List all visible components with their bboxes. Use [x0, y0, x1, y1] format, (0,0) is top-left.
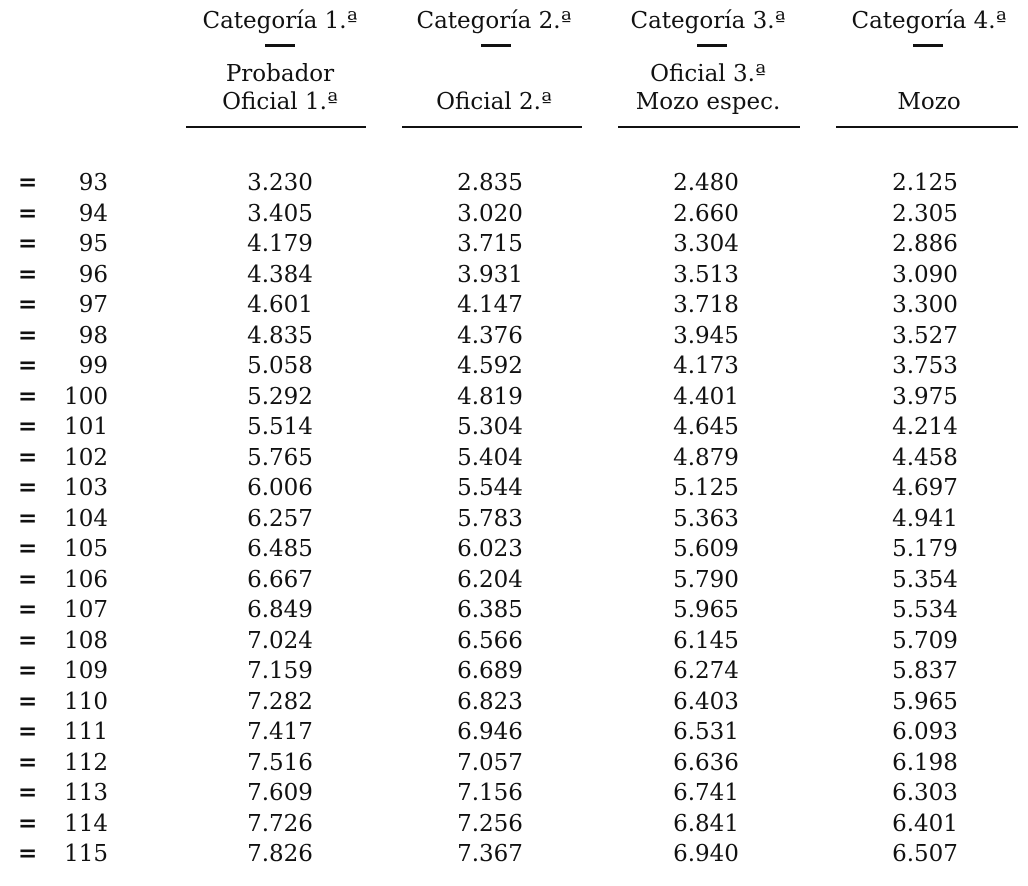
cell-category-4: 5.179 — [892, 536, 958, 562]
cell-category-2: 6.204 — [457, 566, 523, 593]
cell-category-4: 5.965 — [892, 688, 958, 715]
header-category-3: Categoría 3.ª — [630, 8, 786, 34]
cell-category-1: 7.826 — [247, 841, 313, 867]
cell-category-1: 7.417 — [247, 719, 313, 745]
cell-category-4: 4.941 — [892, 505, 958, 532]
header-category-1: Categoría 1.ª — [202, 8, 358, 34]
table-row — [0, 778, 1028, 809]
cell-category-1: 4.601 — [247, 292, 313, 318]
header-subtitle-4 — [836, 60, 1022, 116]
cell-category-3: 2.480 — [673, 170, 739, 196]
row-prefix: = — [18, 779, 38, 806]
row-prefix: = — [18, 535, 38, 562]
cell-category-1: 5.765 — [247, 444, 313, 471]
cell-category-1: 3.230 — [247, 170, 313, 196]
cell-category-1: 4.835 — [247, 322, 313, 349]
cell-category-2: 4.147 — [457, 292, 523, 318]
row-prefix: = — [18, 840, 38, 867]
header-dash-4 — [913, 44, 943, 47]
cell-category-1: 7.516 — [247, 749, 313, 776]
row-prefix: = — [18, 718, 38, 745]
row-index: 113 — [64, 780, 108, 806]
cell-category-4: 3.527 — [892, 322, 958, 349]
table-row — [0, 809, 1028, 840]
cell-category-3: 3.718 — [673, 292, 739, 318]
cell-category-3: 6.274 — [673, 658, 739, 684]
cell-category-2: 3.931 — [457, 261, 523, 288]
row-index: 102 — [64, 444, 108, 471]
row-prefix: = — [18, 321, 38, 349]
table-row — [0, 351, 1028, 382]
cell-category-1: 7.024 — [247, 627, 313, 654]
cell-category-1: 6.485 — [247, 536, 313, 562]
row-index: 98 — [78, 322, 108, 349]
table-row — [0, 626, 1028, 657]
header-subtitle-4-line-2: Mozo — [897, 89, 961, 115]
row-index: 99 — [78, 353, 108, 379]
cell-category-3: 3.945 — [673, 322, 739, 349]
row-index: 109 — [64, 658, 108, 684]
table-row — [0, 839, 1028, 870]
row-prefix: = — [18, 382, 38, 410]
cell-category-3: 6.145 — [673, 627, 739, 654]
header-subtitle-1 — [190, 60, 370, 116]
row-index: 107 — [64, 597, 108, 623]
cell-category-2: 7.256 — [457, 810, 523, 837]
cell-category-2: 3.020 — [457, 200, 523, 227]
header-rule-2 — [402, 126, 582, 128]
cell-category-3: 3.304 — [673, 231, 739, 257]
row-index: 93 — [78, 170, 108, 196]
cell-category-4: 2.125 — [892, 170, 958, 196]
cell-category-2: 2.835 — [457, 170, 523, 196]
cell-category-3: 4.645 — [673, 414, 739, 440]
cell-category-2: 6.566 — [457, 627, 523, 654]
table-row — [0, 656, 1028, 687]
cell-category-3: 2.660 — [673, 200, 739, 227]
table-row — [0, 290, 1028, 321]
cell-category-1: 7.282 — [247, 688, 313, 715]
table-body — [0, 168, 1028, 870]
row-index: 105 — [64, 536, 108, 562]
cell-category-2: 6.823 — [457, 688, 523, 715]
table-row — [0, 412, 1028, 443]
row-index: 106 — [64, 566, 108, 593]
row-index: 100 — [64, 383, 108, 410]
cell-category-2: 6.385 — [457, 597, 523, 623]
table-row — [0, 321, 1028, 352]
table-row — [0, 168, 1028, 199]
header-rule-1 — [186, 126, 366, 128]
header-subtitle-1-line-1: Probador — [225, 61, 335, 87]
cell-category-3: 3.513 — [673, 261, 739, 288]
cell-category-4: 5.709 — [892, 627, 958, 654]
cell-category-4: 3.753 — [892, 353, 958, 379]
row-prefix: = — [18, 413, 38, 440]
cell-category-3: 6.741 — [673, 780, 739, 806]
row-prefix: = — [18, 748, 38, 776]
table-row — [0, 534, 1028, 565]
table-row — [0, 595, 1028, 626]
cell-category-4: 2.305 — [892, 200, 958, 227]
cell-category-3: 6.531 — [673, 719, 739, 745]
cell-category-3: 5.965 — [673, 597, 739, 623]
cell-category-2: 6.689 — [457, 658, 523, 684]
table-row — [0, 229, 1028, 260]
row-index: 111 — [64, 719, 108, 745]
row-prefix: = — [18, 352, 38, 379]
row-prefix: = — [18, 565, 38, 593]
cell-category-1: 6.849 — [247, 597, 313, 623]
cell-category-2: 5.544 — [457, 475, 523, 501]
row-prefix: = — [18, 504, 38, 532]
cell-category-1: 3.405 — [247, 200, 313, 227]
row-index: 103 — [64, 475, 108, 501]
cell-category-3: 6.940 — [673, 841, 739, 867]
row-index: 112 — [64, 749, 108, 776]
cell-category-3: 4.879 — [673, 444, 739, 471]
cell-category-1: 7.159 — [247, 658, 313, 684]
cell-category-4: 3.300 — [892, 292, 958, 318]
cell-category-4: 6.093 — [892, 719, 958, 745]
row-index: 97 — [78, 292, 108, 318]
row-index: 115 — [64, 841, 108, 867]
header-dash-2 — [481, 44, 511, 47]
row-index: 94 — [78, 200, 108, 227]
row-prefix: = — [18, 199, 38, 227]
cell-category-4: 5.837 — [892, 658, 958, 684]
cell-category-1: 4.384 — [247, 261, 313, 288]
cell-category-4: 6.507 — [892, 841, 958, 867]
cell-category-4: 4.697 — [892, 475, 958, 501]
cell-category-4: 2.886 — [892, 231, 958, 257]
row-prefix: = — [18, 443, 38, 471]
cell-category-1: 7.609 — [247, 780, 313, 806]
cell-category-3: 5.790 — [673, 566, 739, 593]
cell-category-3: 6.841 — [673, 810, 739, 837]
table-row — [0, 382, 1028, 413]
table-row — [0, 443, 1028, 474]
cell-category-2: 4.592 — [457, 353, 523, 379]
header-rule-4 — [836, 126, 1018, 128]
row-prefix: = — [18, 657, 38, 684]
cell-category-1: 5.292 — [247, 383, 313, 410]
cell-category-2: 6.946 — [457, 719, 523, 745]
header-subtitle-2-line-1 — [404, 60, 584, 88]
cell-category-2: 5.404 — [457, 444, 523, 471]
row-index: 95 — [78, 231, 108, 257]
row-prefix: = — [18, 474, 38, 501]
cell-category-2: 7.367 — [457, 841, 523, 867]
table-row — [0, 748, 1028, 779]
row-prefix: = — [18, 260, 38, 288]
cell-category-1: 7.726 — [247, 810, 313, 837]
cell-category-3: 5.125 — [673, 475, 739, 501]
cell-category-3: 4.401 — [673, 383, 739, 410]
cell-category-1: 6.006 — [247, 475, 313, 501]
cell-category-2: 7.156 — [457, 780, 523, 806]
header-dash-3 — [697, 44, 727, 47]
cell-category-4: 6.303 — [892, 780, 958, 806]
cell-category-4: 6.198 — [892, 749, 958, 776]
row-index: 108 — [64, 627, 108, 654]
cell-category-4: 4.458 — [892, 444, 958, 471]
row-prefix: = — [18, 596, 38, 623]
cell-category-2: 4.376 — [457, 322, 523, 349]
cell-category-2: 5.304 — [457, 414, 523, 440]
table-row — [0, 199, 1028, 230]
table-row — [0, 687, 1028, 718]
row-index: 110 — [64, 688, 108, 715]
header-subtitle-1-line-2: Oficial 1.ª — [222, 89, 338, 115]
cell-category-3: 4.173 — [673, 353, 739, 379]
header-subtitle-2 — [404, 60, 584, 116]
row-prefix: = — [18, 809, 38, 837]
table-row — [0, 504, 1028, 535]
row-prefix: = — [18, 230, 38, 257]
header-subtitle-3-line-2: Mozo espec. — [635, 89, 781, 115]
row-prefix: = — [18, 291, 38, 318]
cell-category-4: 3.975 — [892, 383, 958, 410]
row-index: 96 — [78, 261, 108, 288]
row-prefix: = — [18, 687, 38, 715]
header-category-4: Categoría 4.ª — [851, 8, 1007, 34]
cell-category-3: 5.609 — [673, 536, 739, 562]
cell-category-1: 6.667 — [247, 566, 313, 593]
cell-category-1: 5.514 — [247, 414, 313, 440]
header-rule-3 — [618, 126, 800, 128]
header-subtitle-2-line-2: Oficial 2.ª — [436, 89, 552, 115]
row-prefix: = — [18, 169, 38, 196]
row-index: 101 — [64, 414, 108, 440]
cell-category-3: 6.636 — [673, 749, 739, 776]
header-subtitle-3 — [618, 60, 798, 116]
cell-category-1: 5.058 — [247, 353, 313, 379]
table-row — [0, 260, 1028, 291]
header-subtitle-4-line-1 — [836, 60, 1022, 88]
cell-category-2: 5.783 — [457, 505, 523, 532]
cell-category-2: 7.057 — [457, 749, 523, 776]
table-row — [0, 565, 1028, 596]
cell-category-2: 6.023 — [457, 536, 523, 562]
cell-category-2: 4.819 — [457, 383, 523, 410]
header-dash-1 — [265, 44, 295, 47]
row-index: 114 — [64, 810, 108, 837]
cell-category-3: 6.403 — [673, 688, 739, 715]
cell-category-1: 6.257 — [247, 505, 313, 532]
table-row — [0, 473, 1028, 504]
cell-category-4: 5.534 — [892, 597, 958, 623]
row-prefix: = — [18, 626, 38, 654]
table-row — [0, 717, 1028, 748]
cell-category-4: 6.401 — [892, 810, 958, 837]
cell-category-4: 4.214 — [892, 414, 958, 440]
cell-category-4: 3.090 — [892, 261, 958, 288]
header-category-2: Categoría 2.ª — [416, 8, 572, 34]
cell-category-1: 4.179 — [247, 231, 313, 257]
cell-category-2: 3.715 — [457, 231, 523, 257]
row-index: 104 — [64, 505, 108, 532]
cell-category-3: 5.363 — [673, 505, 739, 532]
cell-category-4: 5.354 — [892, 566, 958, 593]
header-subtitle-3-line-1: Oficial 3.ª — [650, 61, 766, 87]
